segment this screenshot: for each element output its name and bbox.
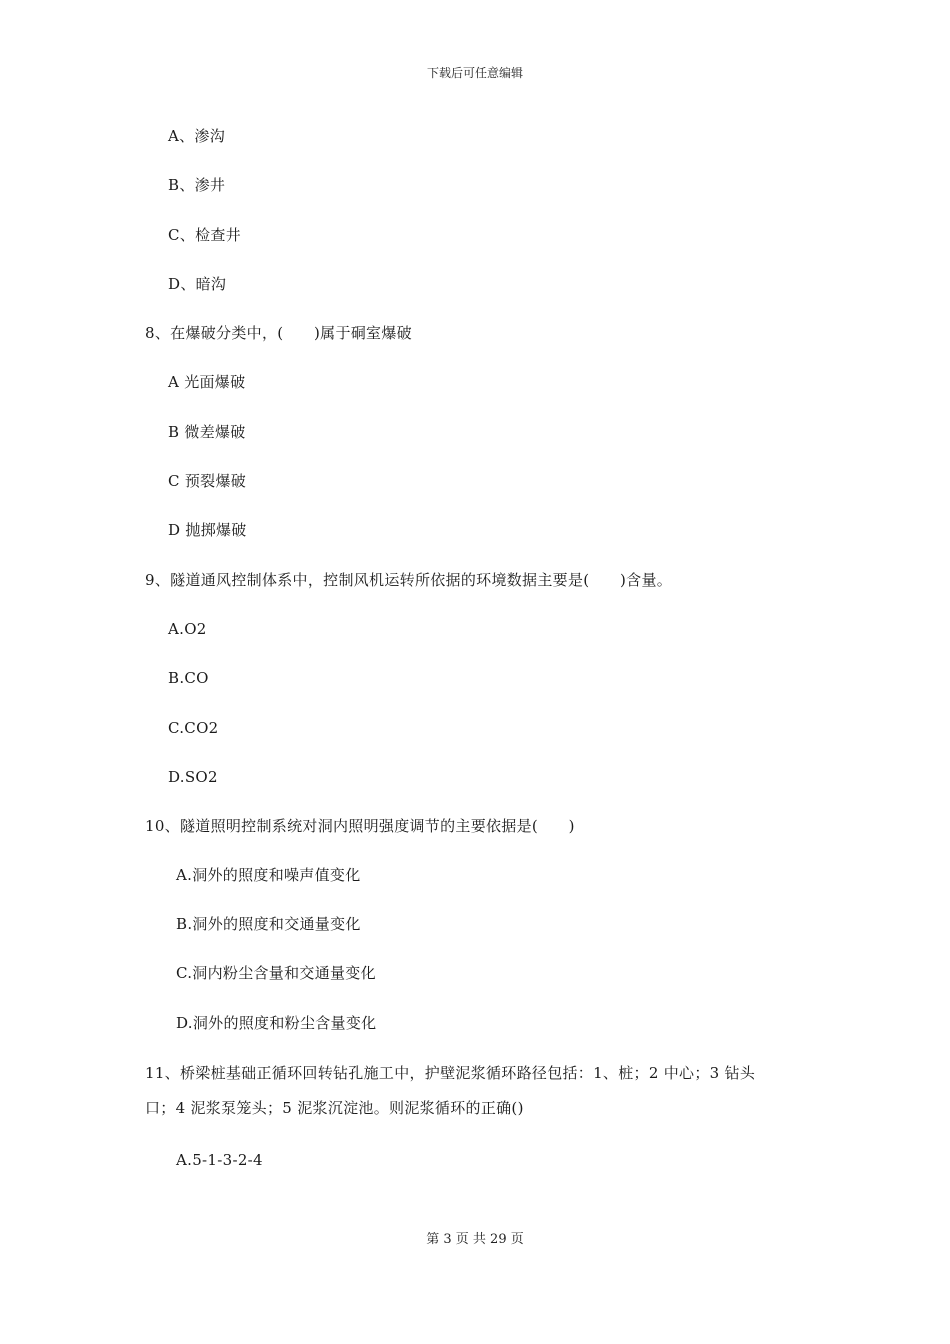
q8-option-d: D 抛掷爆破: [168, 521, 247, 539]
q8-option-a: A 光面爆破: [168, 373, 246, 391]
q11-option-a: A.5-1-3-2-4: [176, 1151, 263, 1169]
page-header: 下载后可任意编辑: [426, 66, 523, 80]
q7-option-a: A、渗沟: [168, 127, 226, 145]
q10-question: 10、隧道照明控制系统对洞内照明强度调节的主要依据是( ): [145, 817, 575, 835]
q8-question: 8、在爆破分类中，( )属于硐室爆破: [145, 324, 412, 342]
q10-option-b: B.洞外的照度和交通量变化: [176, 915, 361, 933]
q9-question: 9、隧道通风控制体系中，控制风机运转所依据的环境数据主要是( )含量。: [145, 571, 673, 589]
q10-option-a: A.洞外的照度和噪声值变化: [176, 866, 361, 884]
q10-option-d: D.洞外的照度和粉尘含量变化: [176, 1014, 377, 1032]
q9-option-c: C.CO2: [168, 719, 219, 737]
q11-question-line1: 11、桥梁桩基础正循环回转钻孔施工中，护壁泥浆循环路径包括：1、桩；2 中心；3 钻头: [145, 1064, 756, 1082]
page-footer: 第 3 页 共 29 页: [426, 1232, 524, 1247]
q8-option-c: C 预裂爆破: [168, 472, 247, 490]
q9-option-d: D.SO2: [168, 768, 218, 786]
q8-option-b: B 微差爆破: [168, 423, 246, 441]
q10-option-c: C.洞内粉尘含量和交通量变化: [176, 964, 376, 982]
q9-option-b: B.CO: [168, 669, 209, 687]
q11-question-line2: 口；4 泥浆泵笼头；5 泥浆沉淀池。则泥浆循环的正确(): [145, 1099, 524, 1117]
q7-option-c: C、检查井: [168, 226, 241, 244]
q7-option-b: B、渗井: [168, 176, 226, 194]
q7-option-d: D、暗沟: [168, 275, 227, 293]
q9-option-a: A.O2: [168, 620, 207, 638]
